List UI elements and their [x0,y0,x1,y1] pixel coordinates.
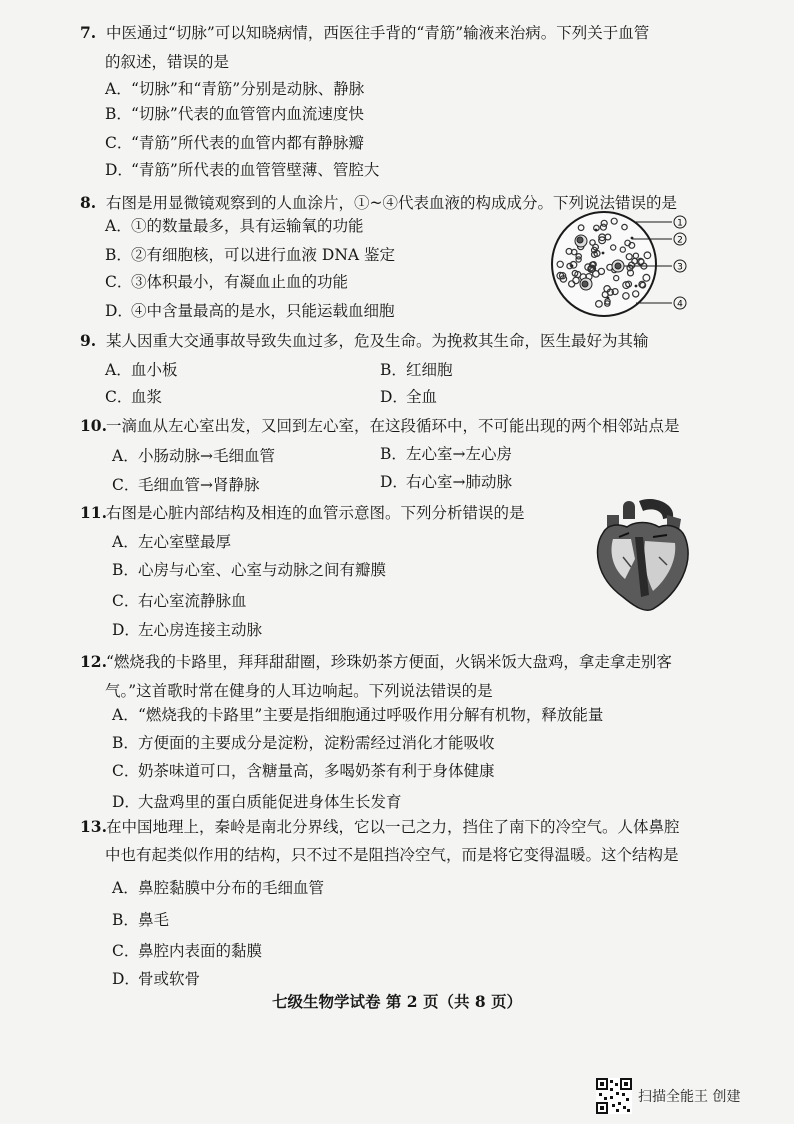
question-9-option-a: A．血小板 [105,361,178,379]
question-13-option-d: D．骨或软骨 [112,970,201,988]
question-9-option-d: D．全血 [380,388,438,406]
scanner-watermark [596,1078,740,1114]
question-12-option-c: C．奶茶味道可口，含糖量高，多喝奶茶有利于身体健康 [112,762,495,780]
question-12-option-a: A．“燃烧我的卡路里”主要是指细胞通过呼吸作用分解有机物，释放能量 [112,706,604,724]
question-10-option-a: A．小肠动脉→毛细血管 [112,447,275,465]
question-10-option-c: C．毛细血管→肾静脉 [112,476,260,494]
question-number: 7. [80,23,97,42]
question-number: 9. [80,331,97,350]
svg-text:1: 1 [677,218,683,229]
question-12-option-d: D．大盘鸡里的蛋白质能促进身体生长发育 [112,793,402,811]
question-7-stem-line-2: 的叙述，错误的是 [105,53,230,71]
question-11-stem: 11.右图是心脏内部结构及相连的血管示意图。下列分析错误的是 [80,503,525,522]
question-8-option-d: D．④中含量最高的是水，只能运载血细胞 [105,302,395,320]
question-9-stem: 9. 某人因重大交通事故导致失血过多，危及生命。为挽救其生命，医生最好为其输 [80,331,649,350]
question-9-option-b: B．红细胞 [380,361,453,379]
svg-text:3: 3 [677,262,683,273]
question-8-option-a: A．①的数量最多，具有运输氧的功能 [105,217,364,235]
question-12-option-b: B．方便面的主要成分是淀粉，淀粉需经过消化才能吸收 [112,734,495,752]
question-11-option-b: B．心房与心室、心室与动脉之间有瓣膜 [112,561,387,579]
question-7-option-d: D．“青筋”所代表的血管管壁薄、管腔大 [105,161,380,179]
question-11-option-a: A．左心室壁最厚 [112,533,232,551]
question-10-stem: 10.一滴血从左心室出发，又回到左心室，在这段循环中，不可能出现的两个相邻站点是 [80,416,680,435]
question-13-stem-line-1: 13.在中国地理上，秦岭是南北分界线，它以一己之力，挡住了南下的冷空气。人体鼻腔 [80,817,680,836]
question-10-option-d: D．右心室→肺动脉 [380,473,512,491]
question-number: 12. [80,652,107,671]
question-12-stem-line-1: 12.“燃烧我的卡路里，拜拜甜甜圈，珍珠奶茶方便面，火锅米饭大盘鸡，拿走拿走别客 [80,652,672,671]
page-footer: 七级生物学试卷 第 2 页（共 8 页） [271,992,523,1011]
heart-diagram-figure [583,497,701,615]
question-9-option-c: C．血浆 [105,388,163,406]
question-7-option-b: B．“切脉”代表的血管管内血流速度快 [105,105,364,123]
question-11-option-c: C．右心室流静脉血 [112,592,247,610]
question-7-stem-line-1: 7. 中医通过“切脉”可以知晓病情，西医往手背的“青筋”输液来治病。下列关于血管 [80,23,650,42]
question-8-option-b: B．②有细胞核，可以进行血液 DNA 鉴定 [105,246,396,264]
question-13-stem-line-2: 中也有起类似作用的结构，只不过不是阻挡冷空气，而是将它变得温暖。这个结构是 [105,846,679,864]
question-number: 13. [80,817,107,836]
question-number: 11. [80,503,107,522]
svg-text:2: 2 [677,235,683,246]
question-7-option-c: C．“青筋”所代表的血管内都有静脉瓣 [105,134,364,152]
scanner-watermark-text: 扫描全能王 创建 [638,1089,741,1105]
svg-text:4: 4 [677,299,683,310]
question-number: 10. [80,416,107,435]
question-7-option-a: A．“切脉”和“青筋”分别是动脉、静脉 [105,80,365,98]
question-13-option-a: A．鼻腔黏膜中分布的毛细血管 [112,879,325,897]
qr-code-icon [596,1078,632,1114]
question-number: 8. [80,193,97,212]
question-11-option-d: D．左心房连接主动脉 [112,621,263,639]
question-13-option-b: B．鼻毛 [112,911,170,929]
question-13-option-c: C．鼻腔内表面的黏膜 [112,942,263,960]
blood-smear-figure [548,208,696,320]
question-10-option-b: B．左心室→左心房 [380,445,512,463]
question-8-stem: 8. 右图是用显微镜观察到的人血涂片，①~④代表血液的构成成分。下列说法错误的是 [80,193,677,212]
question-12-stem-line-2: 气。”这首歌时常在健身的人耳边响起。下列说法错误的是 [105,682,493,700]
question-8-option-c: C．③体积最小，有凝血止血的功能 [105,273,349,291]
